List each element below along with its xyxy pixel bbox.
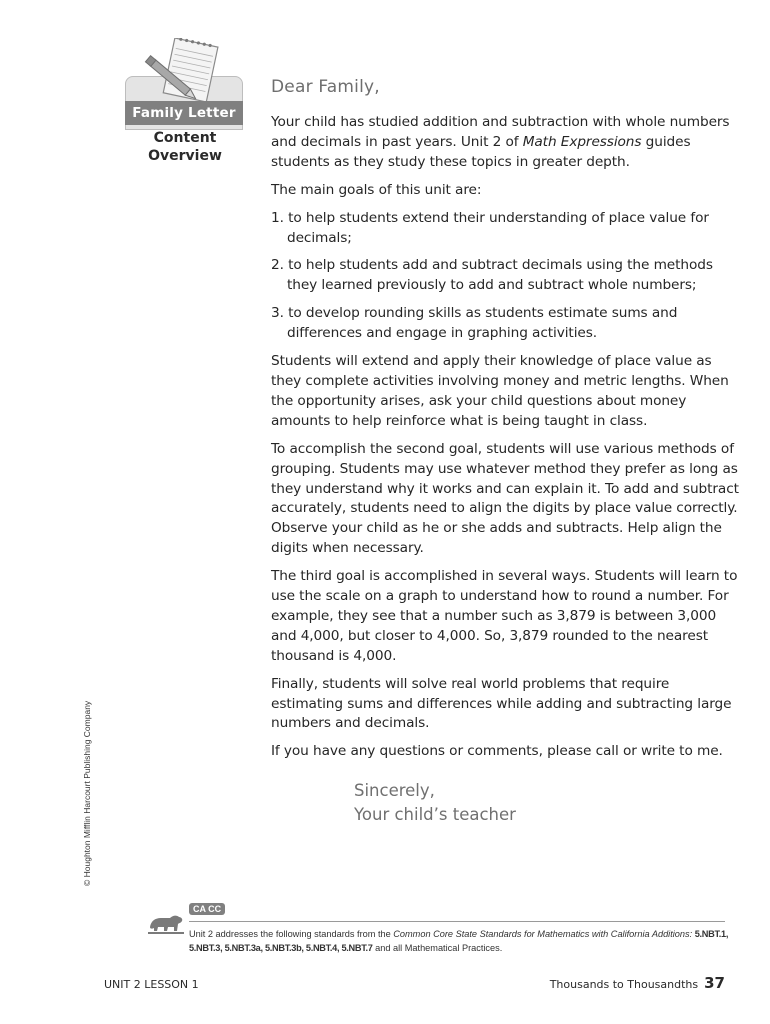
closing-signature: Your child’s teacher: [354, 805, 516, 824]
letter-closing: [354, 779, 516, 827]
third-goal-paragraph: The third goal is accomplished in several ways. Students will learn to use the scale on a graph to understand how to round a number. For example, they see that a number such as 3,879 is between 3,000 and 4,000, but closer to 4,000. So, 3,879 rounded to the nearest thousand is 4,000.: [271, 568, 738, 664]
overview-line-2: Overview: [148, 148, 222, 164]
footer-title: [550, 974, 725, 992]
letter-greeting: Dear Family,: [271, 77, 380, 97]
footer-chapter-title: Thousands to Thousandths: [549, 978, 699, 991]
intro-text-end: guides students as they study these topics in greater depth.: [271, 133, 691, 170]
goal-item: 1. to help students extend their understanding of place value for decimals;: [271, 209, 709, 246]
california-bear-icon: [146, 903, 186, 941]
ca-cc-tag: CA CC: [189, 903, 225, 915]
standards-divider: [189, 921, 725, 922]
second-goal-paragraph: To accomplish the second goal, students will use various methods of grouping. Students may use whatever method they prefer as long as they understand why it works and can explain it. To add and subtract accurately, students need to align the digits by place value correctly. Observe your child as he or she adds and subtracts. Help align the digits when necessary.: [271, 440, 739, 557]
finally-paragraph: Finally, students will solve real world problems that require estimating sums and differences while adding and subtracting large numbers and decimals.: [271, 675, 732, 732]
letter-body: [271, 113, 739, 770]
badge-label: Family Letter: [125, 101, 243, 125]
family-letter-badge: [125, 38, 243, 130]
standards-title: Common Core State Standards for Mathematics with California Additions:: [393, 929, 693, 939]
program-title: Math Expressions: [522, 133, 642, 150]
standards-text: [189, 927, 729, 955]
closing-salutation: Sincerely,: [354, 781, 435, 800]
place-value-paragraph: Students will extend and apply their knowledge of place value as they complete activities involving money and metric lengths. When the opportunity arises, ask your child questions about money amounts to help reinforce what is being taught in class.: [271, 353, 729, 429]
goals-intro: The main goals of this unit are:: [271, 181, 482, 198]
intro-paragraph: [271, 113, 739, 173]
goal-item: 2. to help students add and subtract decimals using the methods they learned previously to add and subtract whole numbers;: [271, 257, 713, 294]
page-number: 37: [704, 974, 725, 992]
questions-paragraph: If you have any questions or comments, please call or write to me.: [271, 743, 723, 760]
intro-text-start: Your child has studied addition and subtraction with whole numbers and decimals in past years. Unit 2 of: [271, 114, 730, 150]
overview-line-1: Content: [153, 130, 217, 146]
copyright-notice: © Houghton Mifflin Harcourt Publishing Company: [82, 700, 92, 886]
goal-item: 3. to develop rounding skills as students estimate sums and differences and engage in graphing activities.: [271, 305, 678, 342]
goals-list: [271, 209, 739, 344]
standards-codes: 5.NBT.1, 5.NBT.3, 5.NBT.3a, 5.NBT.3b, 5.NBT.4, 5.NBT.7: [189, 929, 729, 953]
standards-text-end: and all Mathematical Practices.: [372, 943, 503, 953]
footer-unit-lesson: UNIT 2 LESSON 1: [104, 978, 199, 991]
notepad-pencil-icon: [141, 38, 231, 104]
content-overview-heading: [128, 129, 242, 165]
standards-text-start: Unit 2 addresses the following standards from the: [189, 929, 394, 939]
